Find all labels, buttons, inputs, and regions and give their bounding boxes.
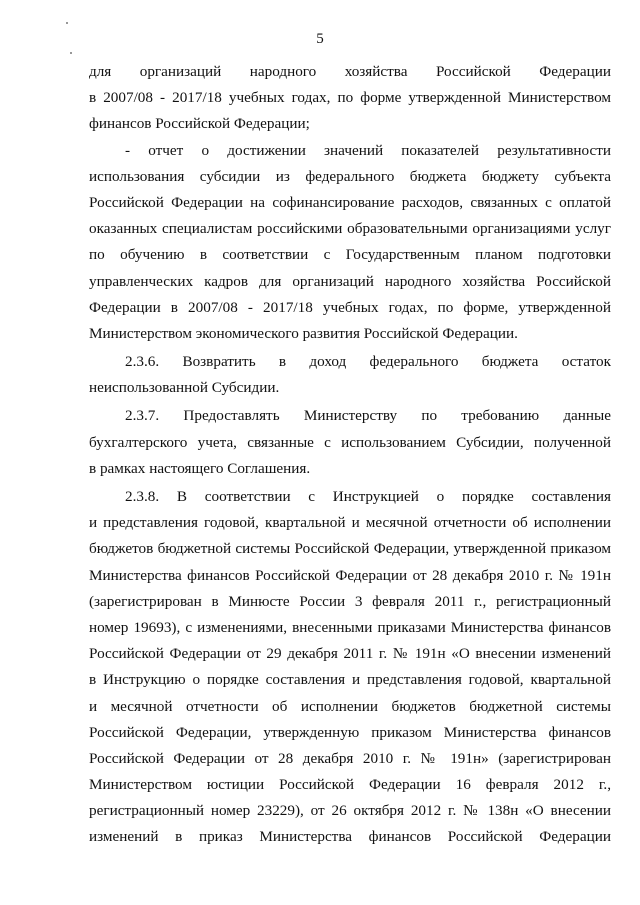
scan-speck	[70, 52, 72, 54]
text-line: оказанных специалистам российскими образовательными организациями услуг	[89, 220, 611, 238]
page-number: 5	[316, 31, 324, 47]
text-line: изменений в приказ Министерства финансов Российской Федерации	[89, 828, 611, 846]
text-line: Российской Федерации от 28 декабря 2010 г. № 191н» (зарегистрирован	[89, 749, 611, 767]
text-line: (зарегистрирован в Минюсте России 3 февраля 2011 г., регистрационный	[89, 592, 611, 610]
text-line: финансов Российской Федерации;	[89, 115, 310, 133]
text-line: номер 19693), с изменениями, внесенными приказами Министерства финансов	[89, 618, 611, 636]
text-line: Российской Федерации, утвержденную приказом Министерства финансов	[89, 723, 611, 741]
text-line: Федерации в 2007/08 - 2017/18 учебных годах, по форме, утвержденной	[89, 298, 611, 316]
text-line: в Инструкцию о порядке составления и представления годовой, квартальной	[89, 671, 611, 689]
text-line: бюджетов бюджетной системы Российской Федерации, утвержденной приказом	[89, 540, 611, 558]
text-line: - отчет о достижении значений показателей результативности	[125, 141, 611, 159]
text-line: управленческих кадров для организаций народного хозяйства Российской	[89, 272, 611, 290]
text-line: Министерства финансов Российской Федерации от 28 декабря 2010 г. № 191н	[89, 566, 611, 584]
text-line: Министерством юстиции Российской Федерации 16 февраля 2012 г.,	[89, 776, 611, 794]
document-body	[89, 59, 611, 851]
text-line: Министерством экономического развития Российской Федерации.	[89, 324, 518, 342]
scan-speck	[66, 22, 68, 24]
text-line: и месячной отчетности об исполнении бюджетов бюджетной системы	[89, 697, 611, 715]
text-line: неиспользованной Субсидии.	[89, 379, 280, 397]
text-line: 2.3.7. Предоставлять Министерству по требованию данные	[125, 407, 611, 425]
text-line: регистрационный номер 23229), от 26 октября 2012 г. № 138н «О внесении	[89, 802, 611, 820]
text-line: для организаций народного хозяйства Российской Федерации	[89, 63, 611, 80]
text-line: использования субсидии из федерального бюджета бюджету субъекта	[89, 167, 611, 185]
text-line: и представления годовой, квартальной и месячной отчетности об исполнении	[89, 514, 611, 532]
text-line: Российской Федерации на софинансирование расходов, связанных с оплатой	[89, 193, 611, 211]
text-line: по обучению в соответствии с Государственным планом подготовки	[89, 246, 611, 264]
text-line: в рамках настоящего Соглашения.	[89, 459, 311, 477]
text-line: 2.3.8. В соответствии с Инструкцией о порядке составления	[125, 488, 611, 505]
text-line: Российской Федерации от 29 декабря 2011 г. № 191н «О внесении изменений	[89, 645, 611, 663]
text-line: в 2007/08 - 2017/18 учебных годах, по форме утвержденной Министерством	[89, 89, 611, 107]
text-line: 2.3.6. Возвратить в доход федерального бюджета остаток	[125, 353, 611, 371]
text-line: бухгалтерского учета, связанные с использованием Субсидии, полученной	[89, 433, 611, 451]
